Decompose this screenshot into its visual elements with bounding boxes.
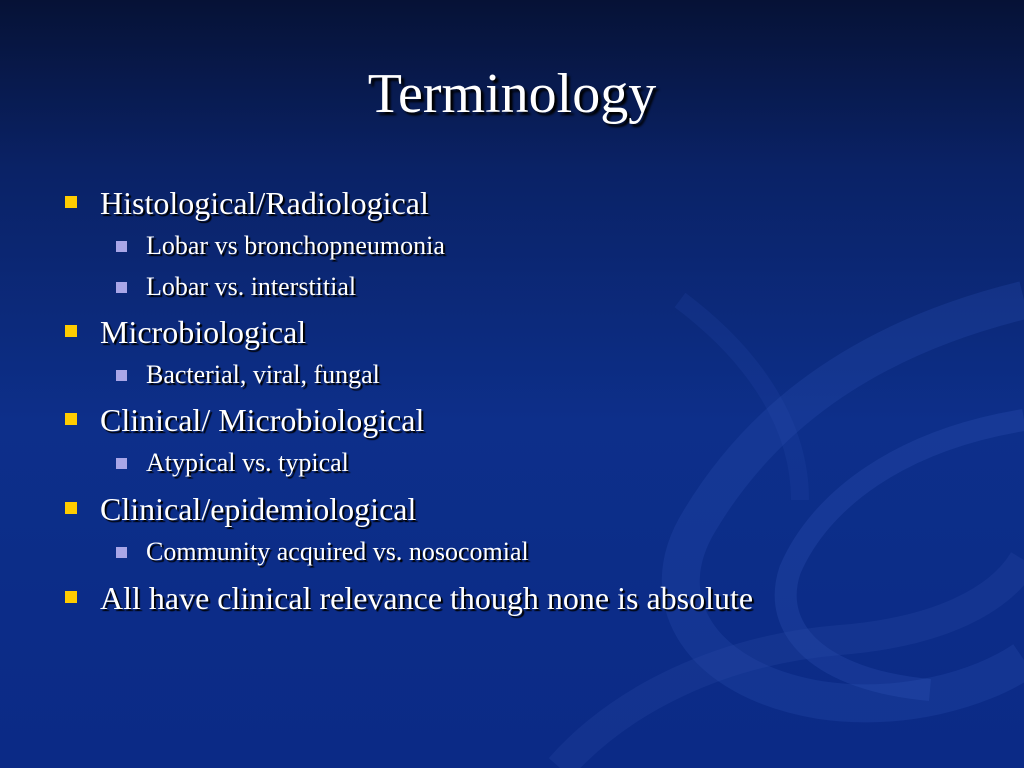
square-bullet-icon [65, 591, 77, 603]
square-bullet-icon [65, 502, 77, 514]
square-bullet-icon [65, 325, 77, 337]
bullet-text: Clinical/epidemiological [100, 491, 417, 527]
bullet-item-histological-radiological [100, 183, 429, 223]
bullet-item-microbiological [100, 312, 306, 352]
bullet-subitem-lobar-interstitial [146, 271, 356, 303]
bullet-item-clinical-relevance [100, 578, 753, 618]
bullet-text: All have clinical relevance though none is absolute [100, 580, 754, 616]
bullet-subitem-atypical-typical [146, 447, 349, 479]
square-bullet-icon [116, 241, 127, 252]
bullet-text: Histological/Radiological [100, 185, 429, 221]
bullet-text: Lobar vs bronchopneumonia [146, 231, 445, 260]
bullet-item-clinical-epidemiological [100, 489, 416, 529]
square-bullet-icon [65, 196, 77, 208]
square-bullet-icon [116, 370, 127, 381]
square-bullet-icon [116, 547, 127, 558]
bullet-subitem-community-nosocomial [146, 536, 529, 568]
bullet-subitem-bacterial-viral-fungal [146, 359, 380, 391]
square-bullet-icon [65, 413, 77, 425]
bullet-text: Microbiological [100, 314, 307, 350]
bullet-text: Atypical vs. typical [146, 448, 349, 477]
bullet-subitem-lobar-bronchopneumonia [146, 230, 445, 262]
square-bullet-icon [116, 458, 127, 469]
bullet-text: Lobar vs. interstitial [146, 272, 357, 301]
square-bullet-icon [116, 282, 127, 293]
bullet-item-clinical-microbiological [100, 400, 424, 440]
bullet-text: Community acquired vs. nosocomial [146, 537, 529, 566]
bullet-text: Bacterial, viral, fungal [146, 360, 380, 389]
slide-title: Terminology [367, 63, 657, 125]
bullet-text: Clinical/ Microbiological [100, 402, 425, 438]
